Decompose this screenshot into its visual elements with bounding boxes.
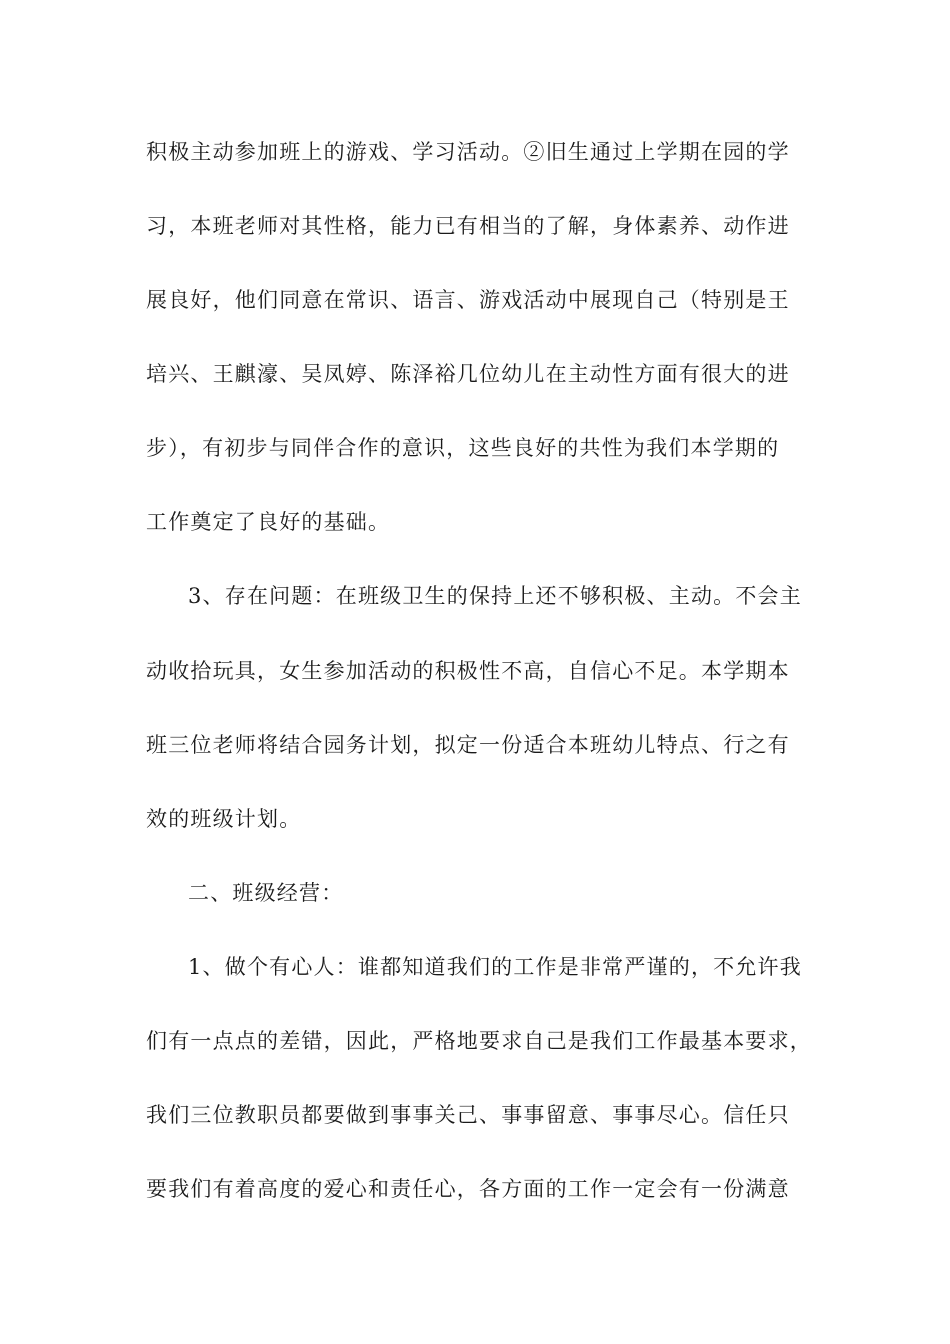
text-line: 班三位老师将结合园务计划，拟定一份适合本班幼儿特点、行之有 <box>146 733 790 757</box>
text-line: 要我们有着高度的爱心和责任心，各方面的工作一定会有一份满意 <box>146 1177 790 1201</box>
text-line: 积极主动参加班上的游戏、学习活动。②旧生通过上学期在园的学 <box>146 140 790 164</box>
paragraph-start-line: 1、做个有心人：谁都知道我们的工作是非常严谨的，不允许我 <box>188 955 802 979</box>
text-line: 动收拾玩具，女生参加活动的积极性不高，自信心不足。本学期本 <box>146 659 790 683</box>
text-line: 们有一点点的差错，因此，严格地要求自己是我们工作最基本要求， <box>146 1029 812 1053</box>
text-line: 工作奠定了良好的基础。 <box>146 510 391 534</box>
text-line: 展良好，他们同意在常识、语言、游戏活动中展现自己（特别是王 <box>146 288 790 312</box>
text-line: 步），有初步与同伴合作的意识，这些良好的共性为我们本学期的 <box>146 436 780 460</box>
text-line: 习，本班老师对其性格，能力已有相当的了解，身体素养、动作进 <box>146 214 790 238</box>
text-line: 培兴、王麒濠、吴凤婷、陈泽裕几位幼儿在主动性方面有很大的进 <box>146 362 790 386</box>
text-line: 效的班级计划。 <box>146 807 302 831</box>
paragraph-start-line: 3、存在问题：在班级卫生的保持上还不够积极、主动。不会主 <box>188 584 802 608</box>
section-heading: 二、班级经营： <box>188 881 344 905</box>
text-line: 我们三位教职员都要做到事事关己、事事留意、事事尽心。信任只 <box>146 1103 790 1127</box>
